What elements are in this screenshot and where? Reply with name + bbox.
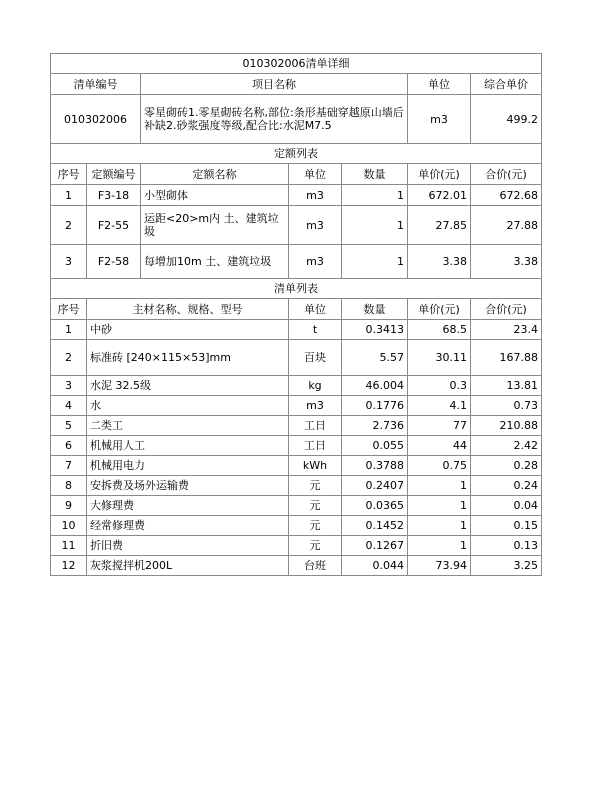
material-name: 二类工	[87, 416, 289, 436]
quota-price: 27.85	[408, 206, 471, 245]
bill-price: 499.2	[471, 95, 542, 144]
material-row	[51, 456, 542, 476]
material-qty: 0.3788	[342, 456, 408, 476]
quota-row	[51, 206, 542, 245]
quota-header-code: 定额编号	[87, 164, 141, 185]
quota-qty: 1	[342, 185, 408, 206]
material-no: 1	[51, 320, 87, 340]
quota-section-title: 定额列表	[51, 144, 542, 164]
table-title: 010302006清单详细	[51, 54, 542, 74]
material-unit: 工日	[289, 436, 342, 456]
quota-total: 3.38	[471, 245, 542, 279]
material-total: 210.88	[471, 416, 542, 436]
material-no: 6	[51, 436, 87, 456]
material-unit: t	[289, 320, 342, 340]
material-qty: 46.004	[342, 376, 408, 396]
material-no: 10	[51, 516, 87, 536]
material-no: 5	[51, 416, 87, 436]
quota-header-no: 序号	[51, 164, 87, 185]
material-price: 4.1	[408, 396, 471, 416]
material-qty: 0.1452	[342, 516, 408, 536]
quota-no: 2	[51, 206, 87, 245]
quota-total: 27.88	[471, 206, 542, 245]
bill-code-header: 清单编号	[51, 74, 141, 95]
material-unit: 元	[289, 496, 342, 516]
material-name: 标准砖 [240×115×53]mm	[87, 340, 289, 376]
material-total: 23.4	[471, 320, 542, 340]
quota-header-total: 合价(元)	[471, 164, 542, 185]
material-unit: kg	[289, 376, 342, 396]
material-unit: kWh	[289, 456, 342, 476]
material-total: 3.25	[471, 556, 542, 576]
material-row	[51, 476, 542, 496]
bill-item-name: 零星砌砖1.零星砌砖名称,部位:条形基础穿越原山墙后补缺2.砂浆强度等级,配合比:水泥M7.5	[141, 95, 408, 144]
material-price: 73.94	[408, 556, 471, 576]
bill-unit-header: 单位	[408, 74, 471, 95]
material-qty: 0.0365	[342, 496, 408, 516]
material-qty: 2.736	[342, 416, 408, 436]
material-row	[51, 320, 542, 340]
material-total: 0.13	[471, 536, 542, 556]
material-no: 2	[51, 340, 87, 376]
bill-code: 010302006	[51, 95, 141, 144]
material-no: 8	[51, 476, 87, 496]
material-row	[51, 376, 542, 396]
material-name: 安拆费及场外运输费	[87, 476, 289, 496]
material-unit: 元	[289, 516, 342, 536]
material-total: 2.42	[471, 436, 542, 456]
material-name: 中砂	[87, 320, 289, 340]
material-row	[51, 436, 542, 456]
material-header-total: 合价(元)	[471, 299, 542, 320]
quota-name: 运距<20>m内 土、建筑垃圾	[141, 206, 289, 245]
material-no: 4	[51, 396, 87, 416]
material-price: 77	[408, 416, 471, 436]
material-qty: 5.57	[342, 340, 408, 376]
material-total: 13.81	[471, 376, 542, 396]
material-price: 0.3	[408, 376, 471, 396]
quota-unit: m3	[289, 206, 342, 245]
material-rows	[51, 320, 542, 576]
material-header-unit: 单位	[289, 299, 342, 320]
quota-header-price: 单价(元)	[408, 164, 471, 185]
material-price: 68.5	[408, 320, 471, 340]
quota-qty: 1	[342, 206, 408, 245]
material-total: 0.73	[471, 396, 542, 416]
material-unit: 百块	[289, 340, 342, 376]
quota-header-qty: 数量	[342, 164, 408, 185]
bill-price-header: 综合单价	[471, 74, 542, 95]
bill-detail-table	[50, 53, 542, 576]
material-qty: 0.044	[342, 556, 408, 576]
quota-code: F3-18	[87, 185, 141, 206]
material-qty: 0.1776	[342, 396, 408, 416]
material-no: 9	[51, 496, 87, 516]
material-header-price: 单价(元)	[408, 299, 471, 320]
quota-row	[51, 245, 542, 279]
material-qty: 0.1267	[342, 536, 408, 556]
material-no: 3	[51, 376, 87, 396]
material-total: 0.04	[471, 496, 542, 516]
material-name: 大修理费	[87, 496, 289, 516]
material-row	[51, 416, 542, 436]
material-name: 机械用人工	[87, 436, 289, 456]
quota-name: 每增加10m 土、建筑垃圾	[141, 245, 289, 279]
material-name: 灰浆搅拌机200L	[87, 556, 289, 576]
material-total: 167.88	[471, 340, 542, 376]
material-header-name: 主材名称、规格、型号	[87, 299, 289, 320]
quota-code: F2-55	[87, 206, 141, 245]
material-unit: m3	[289, 396, 342, 416]
material-row	[51, 536, 542, 556]
material-price: 1	[408, 476, 471, 496]
material-name: 水	[87, 396, 289, 416]
material-price: 1	[408, 516, 471, 536]
material-no: 7	[51, 456, 87, 476]
quota-row	[51, 185, 542, 206]
material-row	[51, 516, 542, 536]
material-qty: 0.055	[342, 436, 408, 456]
bill-unit: m3	[408, 95, 471, 144]
material-price: 1	[408, 536, 471, 556]
material-total: 0.15	[471, 516, 542, 536]
material-price: 30.11	[408, 340, 471, 376]
quota-unit: m3	[289, 185, 342, 206]
material-price: 1	[408, 496, 471, 516]
quota-no: 1	[51, 185, 87, 206]
material-name: 经常修理费	[87, 516, 289, 536]
quota-price: 672.01	[408, 185, 471, 206]
material-price: 44	[408, 436, 471, 456]
quota-no: 3	[51, 245, 87, 279]
material-total: 0.24	[471, 476, 542, 496]
material-unit: 元	[289, 536, 342, 556]
material-unit: 元	[289, 476, 342, 496]
material-no: 12	[51, 556, 87, 576]
quota-header-unit: 单位	[289, 164, 342, 185]
material-name: 水泥 32.5级	[87, 376, 289, 396]
material-row	[51, 556, 542, 576]
material-header-no: 序号	[51, 299, 87, 320]
material-total: 0.28	[471, 456, 542, 476]
material-no: 11	[51, 536, 87, 556]
material-name: 折旧费	[87, 536, 289, 556]
quota-unit: m3	[289, 245, 342, 279]
material-qty: 0.3413	[342, 320, 408, 340]
quota-total: 672.68	[471, 185, 542, 206]
quota-code: F2-58	[87, 245, 141, 279]
material-header-qty: 数量	[342, 299, 408, 320]
quota-name: 小型砌体	[141, 185, 289, 206]
material-row	[51, 340, 542, 376]
material-unit: 台班	[289, 556, 342, 576]
bill-name-header: 项目名称	[141, 74, 408, 95]
material-price: 0.75	[408, 456, 471, 476]
material-qty: 0.2407	[342, 476, 408, 496]
material-row	[51, 396, 542, 416]
quota-price: 3.38	[408, 245, 471, 279]
quota-header-name: 定额名称	[141, 164, 289, 185]
material-unit: 工日	[289, 416, 342, 436]
material-section-title: 清单列表	[51, 279, 542, 299]
material-name: 机械用电力	[87, 456, 289, 476]
material-row	[51, 496, 542, 516]
quota-qty: 1	[342, 245, 408, 279]
